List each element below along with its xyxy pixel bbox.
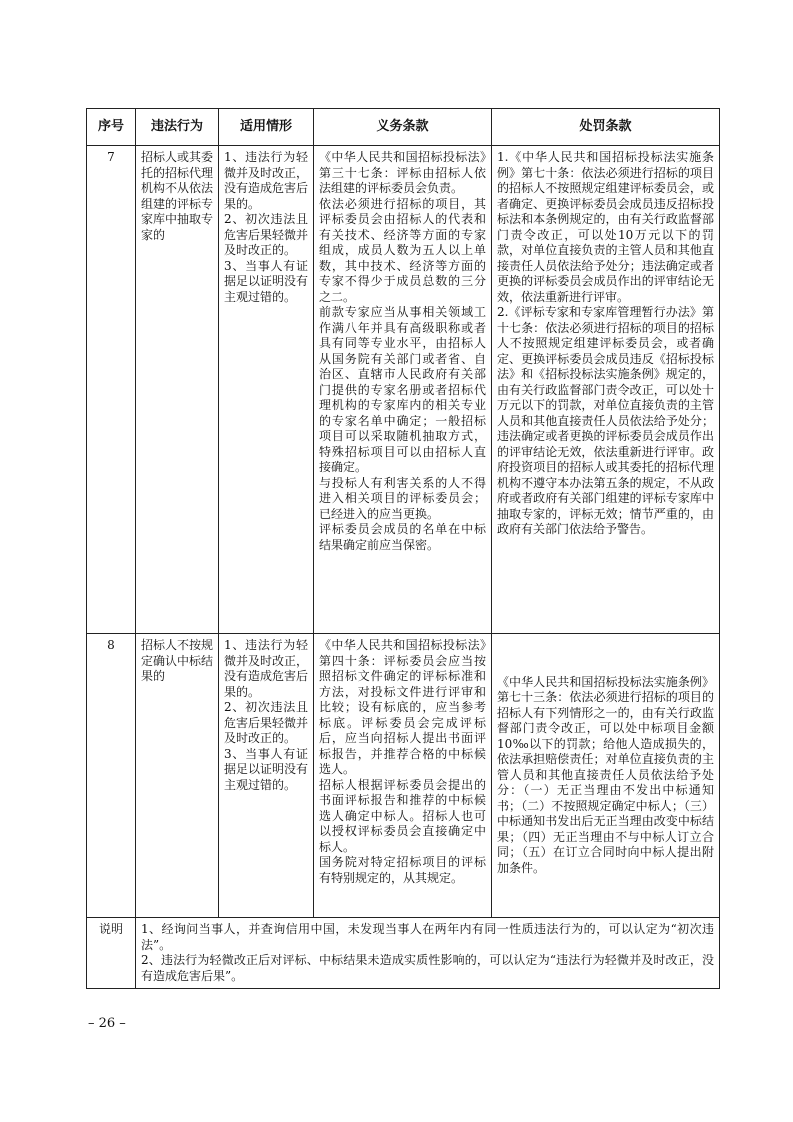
table-header-row <box>87 109 720 146</box>
header-obligations: 义务条款 <box>314 109 492 146</box>
table-row <box>87 146 720 634</box>
obligations-cell <box>314 146 492 634</box>
obligation-paragraph: 前款专家应当从事相关领域工作满八年并具有高级职称或者具有同等专业水平，由招标人从国务院有关部门或者省、自治区、直辖市人民政府有关部门提供的专家名册或者招标代理机构的专家库内的相关专业的专家名单中确定；一般招标项目可以采取随机抽取方式，特殊招标项目可以由招标人直接确定。 <box>319 305 486 474</box>
condition-item: 3、当事人有证据足以证明没有主观过错的。 <box>224 258 309 304</box>
page-number: – 26 – <box>88 1016 126 1031</box>
header-number: 序号 <box>87 109 136 146</box>
row-number: 7 <box>87 146 136 634</box>
note-item: 1、经询问当事人，并查询信用中国，未发现当事人在两年内有同一性质违法行为的，可以认定为“初次违法”。 <box>141 922 714 952</box>
obligation-paragraph: 国务院对特定招标项目的评标有特别规定的，从其规定。 <box>319 855 486 885</box>
condition-item: 1、违法行为轻微并及时改正，没有造成危害后果的。 <box>224 150 309 211</box>
notes-cell <box>136 918 720 989</box>
penalty-paragraph: 2.《评标专家和专家库管理暂行办法》第十七条：依法必须进行招标的项目的招标人不按照规定组建评标委员会，或者确定、更换评标委员会成员违反《招标投标法》和《招标投标法实施条例》规定的，由有关行政监督部门责令改正，可以处十万元以下的罚款，对单位直接负责的主管人员和其他直接责任人员依法给予处分；违法确定或者更换的评标委员会成员作出的评审结论无效，依法重新进行评审。政府投资项目的招标人或其委托的招标代理机构不遵守本办法第五条的规定，不从政府或者政府有关部门组建的评标专家库中抽取专家的，评标无效；情节严重的，由政府有关部门依法给予警告。 <box>497 305 714 536</box>
conditions-cell <box>219 146 314 634</box>
notes-row <box>87 918 720 989</box>
behavior-cell: 招标人不按规定确认中标结果的 <box>136 634 219 918</box>
header-behavior: 违法行为 <box>136 109 219 146</box>
obligation-paragraph: 招标人根据评标委员会提出的书面评标报告和推荐的中标候选人确定中标人。招标人也可以授权评标委员会直接确定中标人。 <box>319 777 486 854</box>
penalties-cell <box>492 634 720 918</box>
obligation-paragraph: 评标委员会成员的名单在中标结果确定前应当保密。 <box>319 522 486 552</box>
condition-item: 2、初次违法且危害后果轻微并及时改正的。 <box>224 212 309 257</box>
obligation-paragraph: 《中华人民共和国招标投标法》第四十条：评标委员会应当按照招标文件确定的评标标准和方法，对投标文件进行评审和比较；设有标底的，应当参考标底。评标委员会完成评标后，应当向招标人提出书面评标报告，并推荐合格的中标候选人。 <box>319 638 486 776</box>
condition-item: 1、违法行为轻微并及时改正，没有造成危害后果的。 <box>224 638 309 699</box>
header-conditions: 适用情形 <box>219 109 314 146</box>
obligation-paragraph: 依法必须进行招标的项目，其评标委员会由招标人的代表和有关技术、经济等方面的专家组成，成员人数为五人以上单数，其中技术、经济等方面的专家不得少于成员总数的三分之二。 <box>319 196 486 304</box>
table-row <box>87 634 720 918</box>
header-penalties: 处罚条款 <box>492 109 720 146</box>
regulation-table <box>86 108 720 989</box>
condition-item: 3、当事人有证据足以证明没有主观过错的。 <box>224 746 309 792</box>
obligation-paragraph: 《中华人民共和国招标投标法》第三十七条：评标由招标人依法组建的评标委员会负责。 <box>319 150 486 195</box>
behavior-cell: 招标人或其委托的招标代理机构不从依法组建的评标专家库中抽取专家的 <box>136 146 219 634</box>
obligation-paragraph: 与投标人有利害关系的人不得进入相关项目的评标委员会；已经进入的应当更换。 <box>319 475 486 521</box>
conditions-cell <box>219 634 314 918</box>
notes-label: 说明 <box>87 918 136 989</box>
note-item: 2、违法行为轻微改正后对评标、中标结果未造成实质性影响的，可以认定为“违法行为轻微并及时改正，没有造成危害后果”。 <box>141 953 714 983</box>
obligations-cell <box>314 634 492 918</box>
row-number: 8 <box>87 634 136 918</box>
penalties-cell <box>492 146 720 634</box>
penalty-paragraph: 1.《中华人民共和国招标投标法实施条例》第七十条：依法必须进行招标的项目的招标人不按照规定组建评标委员会，或者确定、更换评标委员会成员违反招标投标法和本条例规定的，由有关行政监督部门责令改正，可以处10万元以下的罚款，对单位直接负责的主管人员和其他直接责任人员依法给予处分；违法确定或者更换的评标委员会成员作出的评审结论无效，依法重新进行评审。 <box>497 150 714 304</box>
condition-item: 2、初次违法且危害后果轻微并及时改正的。 <box>224 700 309 745</box>
penalty-paragraph: 《中华人民共和国招标投标法实施条例》第七十三条：依法必须进行招标的项目的招标人有下列情形之一的，由有关行政监督部门责令改正，可以处中标项目金额10‰以下的罚款；给他人造成损失的，依法承担赔偿责任；对单位直接负责的主管人员和其他直接责任人员依法给予处分：（一）无正当理由不发出中标通知书；（二）不按照规定确定中标人；（三）中标通知书发出后无正当理由改变中标结果；（四）无正当理由不与中标人订立合同；（五）在订立合同时向中标人提出附加条件。 <box>497 674 714 875</box>
